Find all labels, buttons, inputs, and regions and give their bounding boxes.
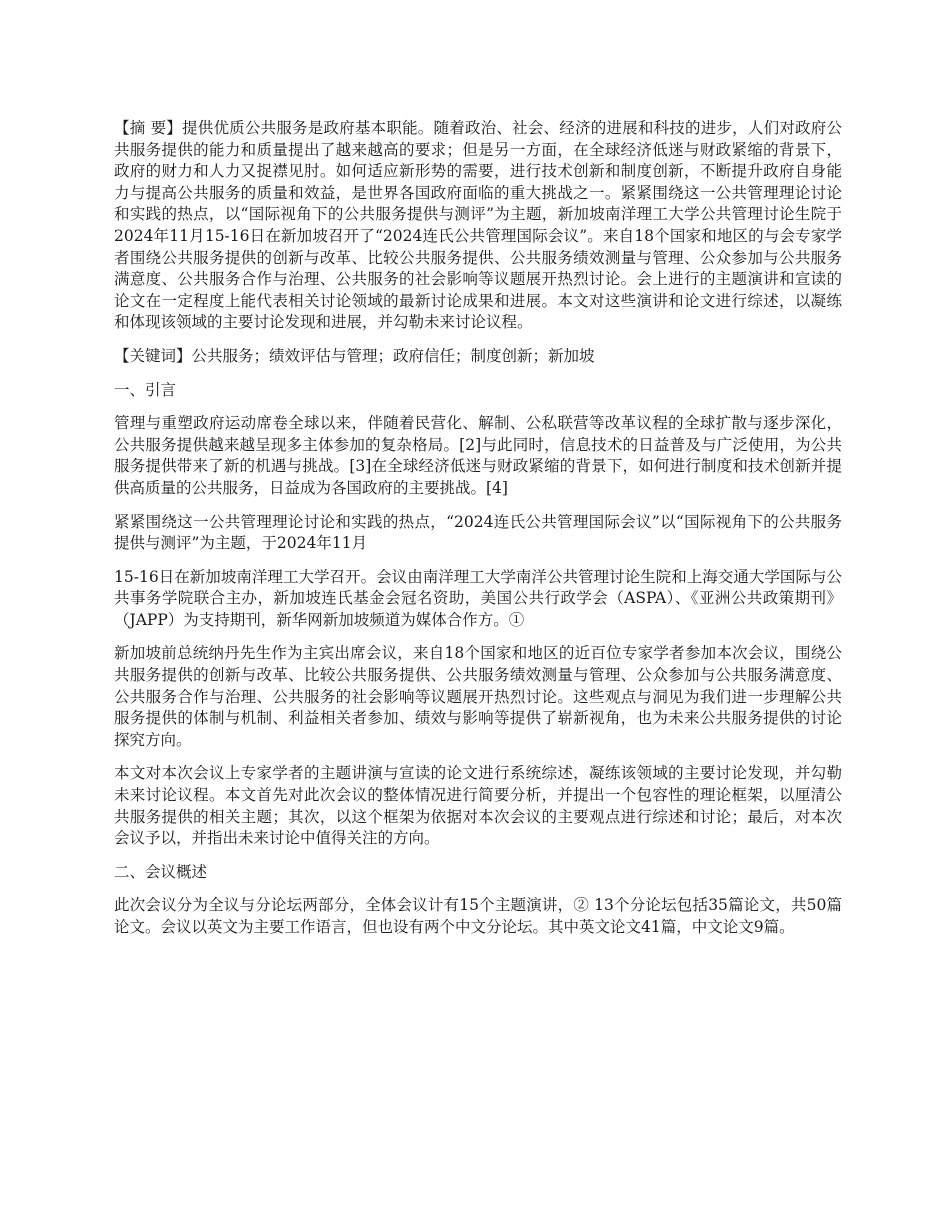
section-heading-overview: 二、会议概述 bbox=[114, 862, 208, 881]
abstract-paragraph: 【摘 要】提供优质公共服务是政府基本职能。随着政治、社会、经济的进展和科技的进步，人们对政府公共服务提供的能力和质量提出了越来越高的要求；但是另一方面，在全球经济低迷与财政紧缩的背景下，政府的财力和人力又捉襟见肘。如何适应新形势的需要，进行技术创新和制度创新，不断提升政府自身能力与提高公共服务的质量和效益，是世界各国政府面临的重大挑战之一。紧紧围绕这一公共管理理论讨论和实践的热点，以“国际视角下的公共服务提供与测评”为主题，新加坡南洋理工大学公共管理讨论生院于2024年11月15-16日在新加坡召开了“2024连氏公共管理国际会议”。来自18个国家和地区的与会专家学者围绕公共服务提供的创新与改革、比较公共服务提供、公共服务绩效测量与管理、公众参加与公共服务满意度、公共服务合作与治理、公共服务的社会影响等议题展开热烈讨论。会上进行的主题演讲和宣读的论文在一定程度上能代表相关讨论领域的最新讨论成果和进展。本文对这些演讲和论文进行综述，以凝练和体现该领域的主要讨论发现和进展，并勾勒未来讨论议程。 bbox=[114, 119, 842, 332]
introduction-paragraph-3: 15-16日在新加坡南洋理工大学召开。会议由南洋理工大学南洋公共管理讨论生院和上海交通大学国际与公共事务学院联合主办，新加坡连氏基金会冠名资助，美国公共行政学会（ASPA）、《亚洲公共政策期刊》（JAPP）为支持期刊，新华网新加坡频道为媒体合作方。① bbox=[114, 567, 842, 629]
introduction-paragraph-4: 新加坡前总统纳丹先生作为主宾出席会议，来自18个国家和地区的近百位专家学者参加本次会议，围绕公共服务提供的创新与改革、比较公共服务提供、公共服务绩效测量与管理、公众参加与公共服务满意度、公共服务合作与治理、公共服务的社会影响等议题展开热烈讨论。这些观点与洞见为我们进一步理解公共服务提供的体制与机制、利益相关者参加、绩效与影响等提供了崭新视角，也为未来公共服务提供的讨论探究方向。 bbox=[114, 644, 842, 749]
section-heading-introduction: 一、引言 bbox=[114, 380, 177, 399]
keywords-paragraph: 【关键词】公共服务；绩效评估与管理；政府信任；制度创新；新加坡 bbox=[114, 346, 595, 365]
introduction-paragraph-5: 本文对本次会议上专家学者的主题讲演与宣读的论文进行系统综述，凝练该领域的主要讨论发现，并勾勒未来讨论议程。本文首先对此次会议的整体情况进行简要分析，并提出一个包容性的理论框架，以厘清公共服务提供的相关主题；其次，以这个框架为依据对本次会议的主要观点进行综述和讨论；最后，对本次会议予以，并指出未来讨论中值得关注的方向。 bbox=[114, 764, 842, 848]
introduction-paragraph-1: 管理与重塑政府运动席卷全球以来，伴随着民营化、解制、公私联营等改革议程的全球扩散与逐步深化，公共服务提供越来越呈现多主体参加的复杂格局。[2]与此同时，信息技术的日益普及与广泛使用，为公共服务提供带来了新的机遇与挑战。[3]在全球经济低迷与财政紧缩的背景下，如何进行制度和技术创新并提供高质量的公共服务，日益成为各国政府的主要挑战。[4] bbox=[114, 414, 842, 497]
introduction-paragraph-2: 紧紧围绕这一公共管理理论讨论和实践的热点，“2024连氏公共管理国际会议”以“国际视角下的公共服务提供与测评”为主题，于2024年11月 bbox=[114, 512, 842, 553]
overview-paragraph-1: 此次会议分为全议与分论坛两部分，全体会议计有15个主题演讲，② 13个分论坛包括35篇论文，共50篇论文。会议以英文为主要工作语言，但也设有两个中文分论坛。其中英文论文41篇，中文论文9篇。 bbox=[114, 896, 842, 936]
document-body bbox=[114, 118, 842, 951]
